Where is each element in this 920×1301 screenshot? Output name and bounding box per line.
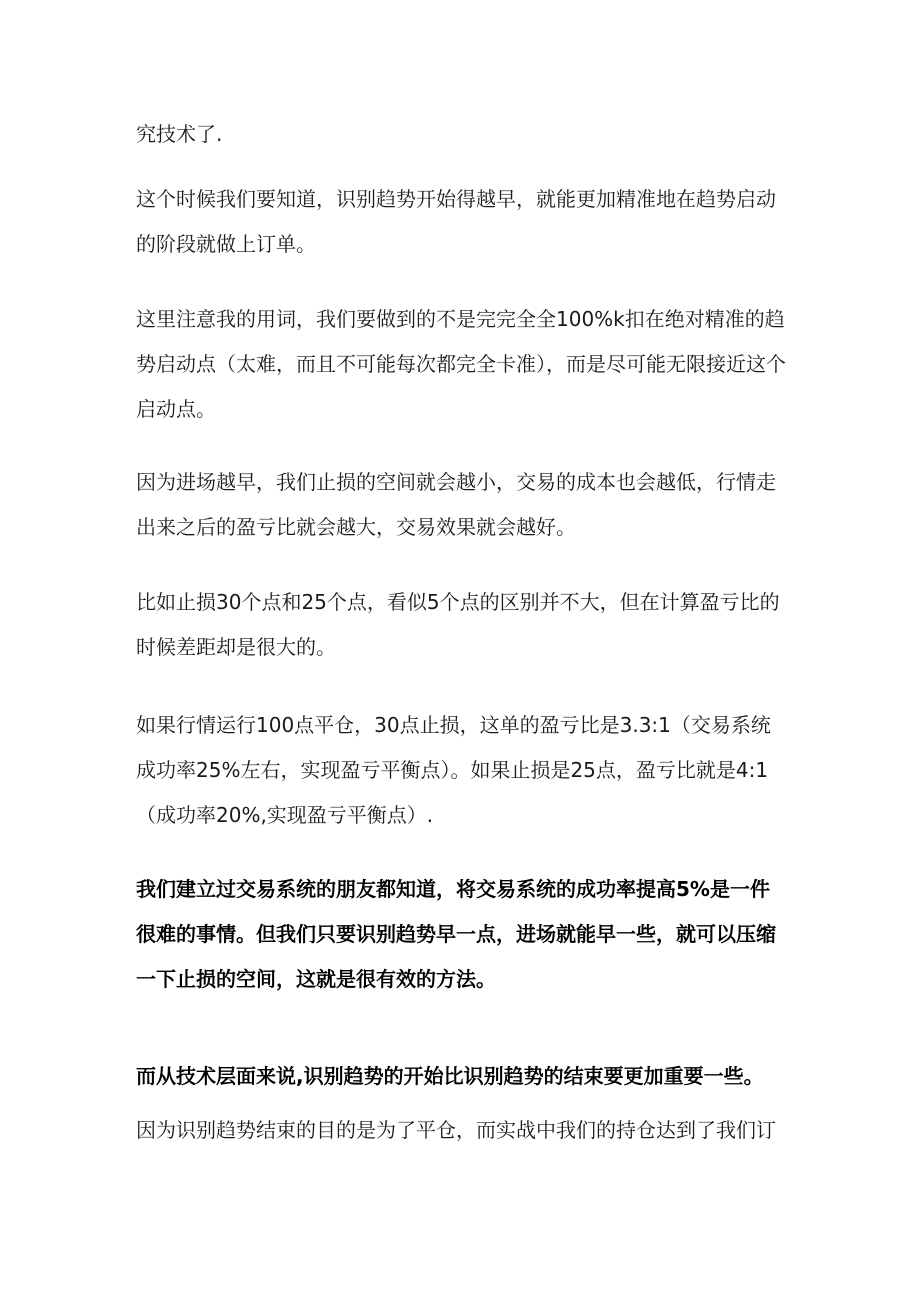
paragraph-7-bold: 我们建立过交易系统的朋友都知道，将交易系统的成功率提高5%是一件很难的事情。但我们只要识别趋势早一点，进场就能早一些，就可以压缩一下止损的空间，这就是很有效的方法。 — [136, 877, 776, 991]
paragraph-2: 这个时候我们要知道，识别趋势开始得越早，就能更加精准地在趋势启动的阶段就做上订单。 — [136, 187, 776, 256]
paragraph-9: 因为识别趋势结束的目的是为了平仓，而实战中我们的持仓达到了我们订 — [136, 1118, 776, 1142]
paragraph-1: 究技术了. — [136, 122, 223, 146]
paragraph-6: 如果行情运行100点平仓，30点止损，这单的盈亏比是3.3:1（交易系统成功率25%左右，实现盈亏平衡点）。如果止损是25点，盈亏比就是4:1（成功率20%,实现盈亏平衡点）. — [136, 713, 771, 827]
paragraph-4: 因为进场越早，我们止损的空间就会越小，交易的成本也会越低，行情走出来之后的盈亏比就会越大，交易效果就会越好。 — [136, 470, 776, 539]
paragraph-3: 这里注意我的用词，我们要做到的不是完完全全100%k扣在绝对精准的趋势启动点（太难，而且不可能每次都完全卡准），而是尽可能无限接近这个启动点。 — [136, 307, 786, 421]
paragraph-5: 比如止损30个点和25个点，看似5个点的区别并不大，但在计算盈亏比的时候差距却是很大的。 — [136, 590, 780, 659]
paragraph-8-bold: 而从技术层面来说,识别趋势的开始比识别趋势的结束要更加重要一些。 — [136, 1064, 764, 1088]
